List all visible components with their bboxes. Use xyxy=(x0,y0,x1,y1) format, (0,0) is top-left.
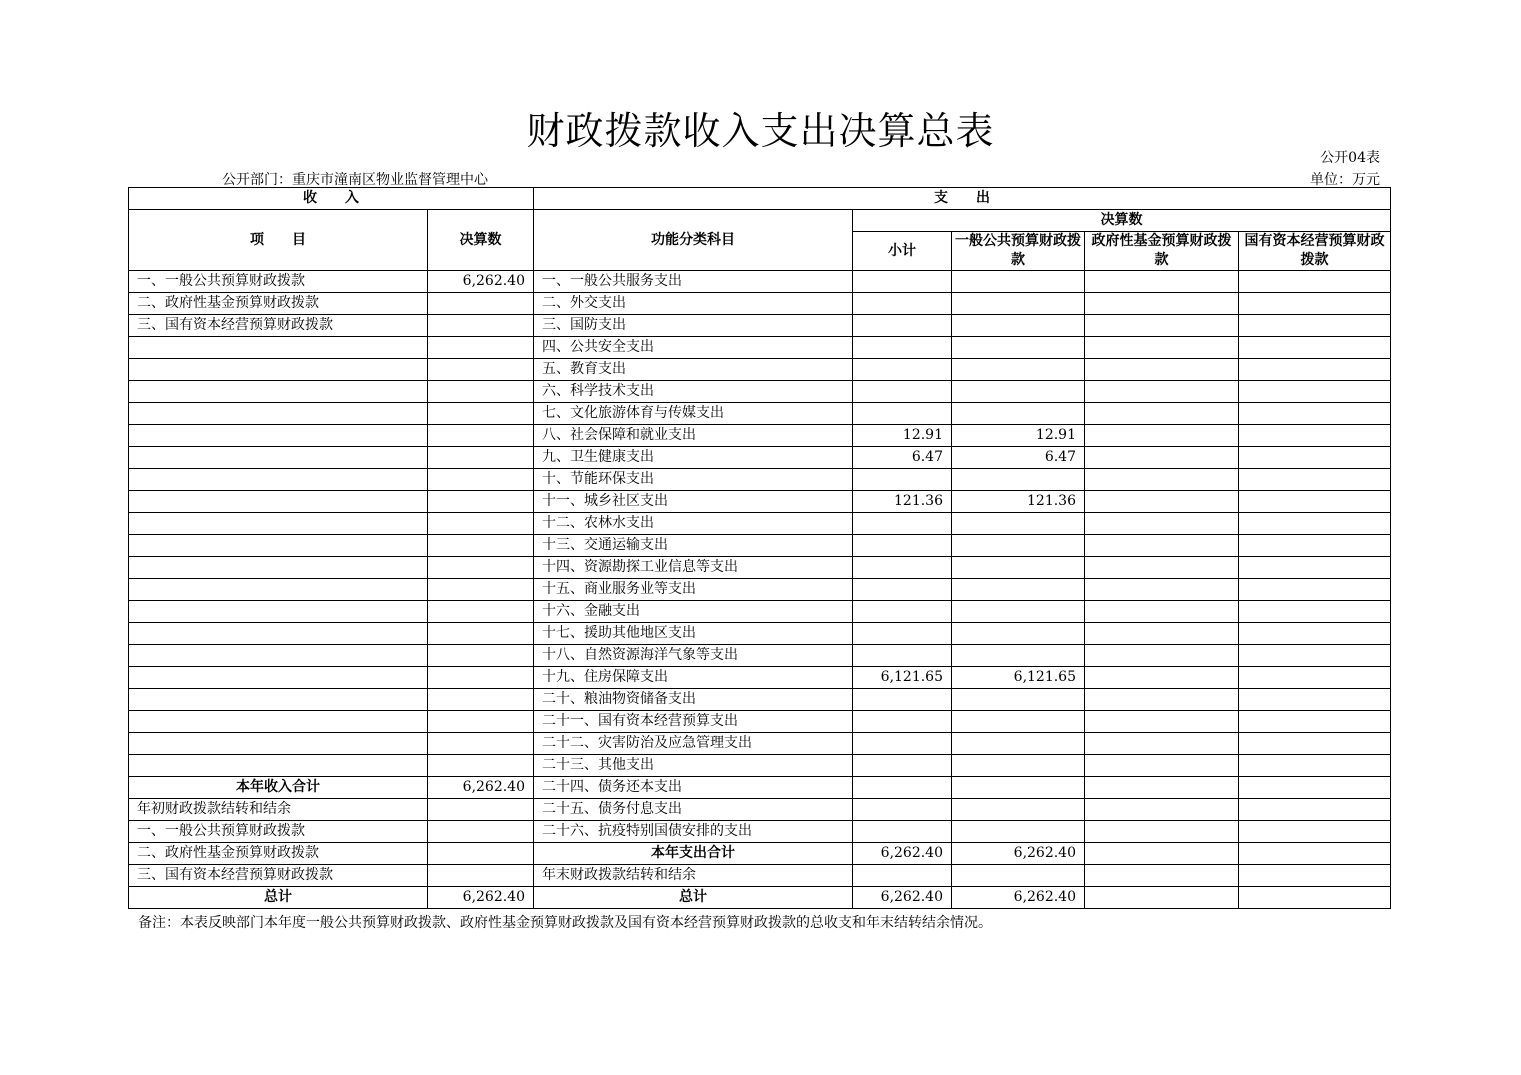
state-capital-cell xyxy=(1239,337,1391,359)
subtotal-cell: 6.47 xyxy=(853,447,952,469)
general-budget-cell xyxy=(952,381,1085,403)
income-item-cell xyxy=(129,579,428,601)
income-amount-cell xyxy=(428,623,534,645)
gov-fund-header: 政府性基金预算财政拨款 xyxy=(1085,232,1239,271)
general-budget-cell xyxy=(952,293,1085,315)
gov-fund-cell xyxy=(1085,513,1239,535)
state-capital-cell xyxy=(1239,403,1391,425)
income-item-cell xyxy=(129,469,428,491)
subtotal-cell xyxy=(853,821,952,843)
amount-header: 决算数 xyxy=(428,210,534,271)
income-amount-cell xyxy=(428,469,534,491)
income-item-cell: 年初财政拨款结转和结余 xyxy=(129,799,428,821)
subtotal-cell xyxy=(853,645,952,667)
income-item-cell: 三、国有资本经营预算财政拨款 xyxy=(129,315,428,337)
income-amount-cell xyxy=(428,865,534,887)
general-budget-cell xyxy=(952,535,1085,557)
subtotal-header: 小计 xyxy=(853,232,952,271)
income-item-cell xyxy=(129,711,428,733)
table-row xyxy=(129,645,1391,667)
gov-fund-cell xyxy=(1085,469,1239,491)
state-capital-cell xyxy=(1239,381,1391,403)
state-capital-cell xyxy=(1239,843,1391,865)
general-budget-cell: 6,262.40 xyxy=(952,887,1085,909)
general-budget-cell xyxy=(952,513,1085,535)
income-item-cell: 三、国有资本经营预算财政拨款 xyxy=(129,865,428,887)
subtotal-cell xyxy=(853,337,952,359)
state-capital-cell xyxy=(1239,447,1391,469)
income-item-cell xyxy=(129,667,428,689)
expense-item-cell: 四、公共安全支出 xyxy=(534,337,853,359)
table-row xyxy=(129,623,1391,645)
table-row xyxy=(129,711,1391,733)
income-item-cell: 总计 xyxy=(129,887,428,909)
expense-item-cell: 二十五、债务付息支出 xyxy=(534,799,853,821)
income-amount-cell xyxy=(428,447,534,469)
income-item-cell xyxy=(129,381,428,403)
expense-item-cell: 一、一般公共服务支出 xyxy=(534,271,853,293)
general-budget-cell: 6.47 xyxy=(952,447,1085,469)
income-amount-cell xyxy=(428,535,534,557)
income-item-cell: 二、政府性基金预算财政拨款 xyxy=(129,293,428,315)
final-header: 决算数 xyxy=(853,210,1391,232)
subtotal-cell xyxy=(853,755,952,777)
state-capital-cell xyxy=(1239,535,1391,557)
income-item-cell xyxy=(129,513,428,535)
report-title: 财政拨款收入支出决算总表 xyxy=(526,109,995,153)
subtotal-cell xyxy=(853,623,952,645)
income-amount-cell xyxy=(428,513,534,535)
general-budget-cell xyxy=(952,271,1085,293)
subtotal-cell xyxy=(853,557,952,579)
gov-fund-cell xyxy=(1085,821,1239,843)
income-amount-cell xyxy=(428,293,534,315)
gov-fund-cell xyxy=(1085,623,1239,645)
expense-item-cell: 二十六、抗疫特别国债安排的支出 xyxy=(534,821,853,843)
expense-item-cell: 十三、交通运输支出 xyxy=(534,535,853,557)
income-amount-cell xyxy=(428,733,534,755)
state-capital-header: 国有资本经营预算财政拨款 xyxy=(1239,232,1391,271)
table-row xyxy=(129,293,1391,315)
gov-fund-cell xyxy=(1085,359,1239,381)
expense-item-cell: 三、国防支出 xyxy=(534,315,853,337)
income-amount-cell xyxy=(428,403,534,425)
income-item-cell xyxy=(129,733,428,755)
table-row xyxy=(129,667,1391,689)
income-amount-cell xyxy=(428,799,534,821)
general-budget-cell xyxy=(952,733,1085,755)
state-capital-cell xyxy=(1239,271,1391,293)
table-row xyxy=(129,469,1391,491)
expense-item-cell: 二十四、债务还本支出 xyxy=(534,777,853,799)
table-row xyxy=(129,447,1391,469)
income-header: 收 入 xyxy=(129,188,534,210)
expense-item-cell: 八、社会保障和就业支出 xyxy=(534,425,853,447)
table-row xyxy=(129,535,1391,557)
general-budget-cell xyxy=(952,711,1085,733)
state-capital-cell xyxy=(1239,425,1391,447)
expense-item-cell: 二十一、国有资本经营预算支出 xyxy=(534,711,853,733)
table-row xyxy=(129,777,1391,799)
income-item-cell xyxy=(129,425,428,447)
state-capital-cell xyxy=(1239,513,1391,535)
footnote: 备注：本表反映部门本年度一般公共预算财政拨款、政府性基金预算财政拨款及国有资本经营预算财政拨款的总收支和年末结转结余情况。 xyxy=(138,915,992,931)
subtotal-cell xyxy=(853,293,952,315)
income-amount-cell xyxy=(428,359,534,381)
income-item-cell xyxy=(129,535,428,557)
gov-fund-cell xyxy=(1085,645,1239,667)
income-amount-cell xyxy=(428,755,534,777)
subtotal-cell xyxy=(853,271,952,293)
general-budget-cell xyxy=(952,799,1085,821)
general-budget-cell xyxy=(952,469,1085,491)
income-amount-cell: 6,262.40 xyxy=(428,271,534,293)
state-capital-cell xyxy=(1239,315,1391,337)
subtotal-cell xyxy=(853,535,952,557)
income-item-cell xyxy=(129,447,428,469)
expense-item-cell: 十一、城乡社区支出 xyxy=(534,491,853,513)
general-budget-cell xyxy=(952,645,1085,667)
table-row xyxy=(129,579,1391,601)
gov-fund-cell xyxy=(1085,689,1239,711)
subtotal-cell xyxy=(853,733,952,755)
table-row xyxy=(129,271,1391,293)
subtotal-cell: 121.36 xyxy=(853,491,952,513)
expense-item-cell: 总计 xyxy=(534,887,853,909)
general-budget-cell xyxy=(952,337,1085,359)
subtotal-cell xyxy=(853,359,952,381)
table-row xyxy=(129,557,1391,579)
gov-fund-cell xyxy=(1085,887,1239,909)
general-budget-cell xyxy=(952,865,1085,887)
general-budget-cell xyxy=(952,315,1085,337)
gov-fund-cell xyxy=(1085,711,1239,733)
expense-item-cell: 十五、商业服务业等支出 xyxy=(534,579,853,601)
expense-item-cell: 九、卫生健康支出 xyxy=(534,447,853,469)
subtotal-cell xyxy=(853,381,952,403)
state-capital-cell xyxy=(1239,799,1391,821)
income-amount-cell xyxy=(428,337,534,359)
state-capital-cell xyxy=(1239,601,1391,623)
state-capital-cell xyxy=(1239,887,1391,909)
income-item-cell: 一、一般公共预算财政拨款 xyxy=(129,821,428,843)
general-budget-cell: 6,121.65 xyxy=(952,667,1085,689)
gov-fund-cell xyxy=(1085,557,1239,579)
table-row xyxy=(129,337,1391,359)
income-amount-cell xyxy=(428,689,534,711)
income-amount-cell xyxy=(428,315,534,337)
income-amount-cell xyxy=(428,491,534,513)
subtotal-cell xyxy=(853,469,952,491)
table-row xyxy=(129,843,1391,865)
expense-item-cell: 二十三、其他支出 xyxy=(534,755,853,777)
table-row xyxy=(129,381,1391,403)
income-item-cell xyxy=(129,601,428,623)
expense-item-cell: 年末财政拨款结转和结余 xyxy=(534,865,853,887)
expense-item-cell: 二十二、灾害防治及应急管理支出 xyxy=(534,733,853,755)
income-item-cell xyxy=(129,403,428,425)
gov-fund-cell xyxy=(1085,293,1239,315)
gov-fund-cell xyxy=(1085,843,1239,865)
budget-table xyxy=(128,187,1391,909)
income-amount-cell xyxy=(428,711,534,733)
table-row xyxy=(129,887,1391,909)
expense-item-cell: 十四、资源勘探工业信息等支出 xyxy=(534,557,853,579)
income-amount-cell: 6,262.40 xyxy=(428,887,534,909)
income-item-cell xyxy=(129,689,428,711)
gov-fund-cell xyxy=(1085,381,1239,403)
expense-item-cell: 十二、农林水支出 xyxy=(534,513,853,535)
expense-item-cell: 十九、住房保障支出 xyxy=(534,667,853,689)
gov-fund-cell xyxy=(1085,315,1239,337)
state-capital-cell xyxy=(1239,469,1391,491)
form-number: 公开04表 xyxy=(1320,150,1380,166)
income-amount-cell xyxy=(428,645,534,667)
state-capital-cell xyxy=(1239,491,1391,513)
gov-fund-cell xyxy=(1085,447,1239,469)
general-budget-cell xyxy=(952,689,1085,711)
state-capital-cell xyxy=(1239,623,1391,645)
expense-item-cell: 七、文化旅游体育与传媒支出 xyxy=(534,403,853,425)
state-capital-cell xyxy=(1239,645,1391,667)
income-item-cell xyxy=(129,557,428,579)
state-capital-cell xyxy=(1239,865,1391,887)
expense-item-cell: 十、节能环保支出 xyxy=(534,469,853,491)
general-budget-cell xyxy=(952,403,1085,425)
income-item-cell: 二、政府性基金预算财政拨款 xyxy=(129,843,428,865)
table-row xyxy=(129,513,1391,535)
subtotal-cell xyxy=(853,777,952,799)
general-budget-cell xyxy=(952,579,1085,601)
state-capital-cell xyxy=(1239,557,1391,579)
function-class-header: 功能分类科目 xyxy=(534,210,853,271)
table-row xyxy=(129,733,1391,755)
expense-item-cell: 六、科学技术支出 xyxy=(534,381,853,403)
expense-item-cell: 五、教育支出 xyxy=(534,359,853,381)
general-budget-cell xyxy=(952,601,1085,623)
income-item-cell xyxy=(129,337,428,359)
income-item-cell: 本年收入合计 xyxy=(129,777,428,799)
expense-header: 支 出 xyxy=(534,188,1391,210)
general-budget-cell xyxy=(952,557,1085,579)
item-header: 项 目 xyxy=(129,210,428,271)
expense-item-cell: 二十、粮油物资储备支出 xyxy=(534,689,853,711)
subtotal-cell: 12.91 xyxy=(853,425,952,447)
general-budget-cell xyxy=(952,821,1085,843)
state-capital-cell xyxy=(1239,579,1391,601)
general-budget-cell xyxy=(952,777,1085,799)
department-label: 公开部门：重庆市潼南区物业监督管理中心 xyxy=(222,172,488,188)
income-amount-cell xyxy=(428,821,534,843)
income-amount-cell xyxy=(428,601,534,623)
income-amount-cell xyxy=(428,843,534,865)
table-row xyxy=(129,425,1391,447)
state-capital-cell xyxy=(1239,777,1391,799)
expense-item-cell: 十七、援助其他地区支出 xyxy=(534,623,853,645)
state-capital-cell xyxy=(1239,359,1391,381)
gov-fund-cell xyxy=(1085,403,1239,425)
income-item-cell xyxy=(129,359,428,381)
gov-fund-cell xyxy=(1085,799,1239,821)
subtotal-cell xyxy=(853,711,952,733)
unit-label: 单位：万元 xyxy=(1310,172,1380,188)
subtotal-cell xyxy=(853,799,952,821)
gov-fund-cell xyxy=(1085,755,1239,777)
state-capital-cell xyxy=(1239,755,1391,777)
gov-fund-cell xyxy=(1085,865,1239,887)
table-row xyxy=(129,491,1391,513)
subtotal-cell xyxy=(853,601,952,623)
income-amount-cell xyxy=(428,557,534,579)
expense-item-cell: 本年支出合计 xyxy=(534,843,853,865)
table-row xyxy=(129,315,1391,337)
table-row xyxy=(129,403,1391,425)
gov-fund-cell xyxy=(1085,667,1239,689)
table-body xyxy=(129,271,1391,909)
income-amount-cell: 6,262.40 xyxy=(428,777,534,799)
state-capital-cell xyxy=(1239,821,1391,843)
subtotal-cell: 6,262.40 xyxy=(853,843,952,865)
income-amount-cell xyxy=(428,579,534,601)
table-row xyxy=(129,799,1391,821)
state-capital-cell xyxy=(1239,293,1391,315)
table-row xyxy=(129,601,1391,623)
income-item-cell xyxy=(129,491,428,513)
income-item-cell: 一、一般公共预算财政拨款 xyxy=(129,271,428,293)
gov-fund-cell xyxy=(1085,425,1239,447)
subtotal-cell xyxy=(853,689,952,711)
subtotal-cell xyxy=(853,865,952,887)
gov-fund-cell xyxy=(1085,271,1239,293)
general-budget-cell: 12.91 xyxy=(952,425,1085,447)
gov-fund-cell xyxy=(1085,337,1239,359)
general-budget-cell xyxy=(952,755,1085,777)
state-capital-cell xyxy=(1239,733,1391,755)
income-amount-cell xyxy=(428,425,534,447)
general-budget-header: 一般公共预算财政拨款 xyxy=(952,232,1085,271)
subtotal-cell xyxy=(853,513,952,535)
income-amount-cell xyxy=(428,667,534,689)
table-row xyxy=(129,689,1391,711)
state-capital-cell xyxy=(1239,711,1391,733)
subtotal-cell xyxy=(853,403,952,425)
state-capital-cell xyxy=(1239,689,1391,711)
gov-fund-cell xyxy=(1085,579,1239,601)
general-budget-cell: 121.36 xyxy=(952,491,1085,513)
gov-fund-cell xyxy=(1085,491,1239,513)
subtotal-cell: 6,262.40 xyxy=(853,887,952,909)
general-budget-cell xyxy=(952,623,1085,645)
general-budget-cell xyxy=(952,359,1085,381)
subtotal-cell xyxy=(853,579,952,601)
table-row xyxy=(129,755,1391,777)
table-row xyxy=(129,821,1391,843)
income-item-cell xyxy=(129,645,428,667)
state-capital-cell xyxy=(1239,667,1391,689)
gov-fund-cell xyxy=(1085,601,1239,623)
gov-fund-cell xyxy=(1085,733,1239,755)
table-row xyxy=(129,865,1391,887)
income-item-cell xyxy=(129,755,428,777)
general-budget-cell: 6,262.40 xyxy=(952,843,1085,865)
table-row xyxy=(129,359,1391,381)
gov-fund-cell xyxy=(1085,777,1239,799)
income-amount-cell xyxy=(428,381,534,403)
expense-item-cell: 二、外交支出 xyxy=(534,293,853,315)
expense-item-cell: 十八、自然资源海洋气象等支出 xyxy=(534,645,853,667)
subtotal-cell: 6,121.65 xyxy=(853,667,952,689)
subtotal-cell xyxy=(853,315,952,337)
gov-fund-cell xyxy=(1085,535,1239,557)
income-item-cell xyxy=(129,623,428,645)
expense-item-cell: 十六、金融支出 xyxy=(534,601,853,623)
